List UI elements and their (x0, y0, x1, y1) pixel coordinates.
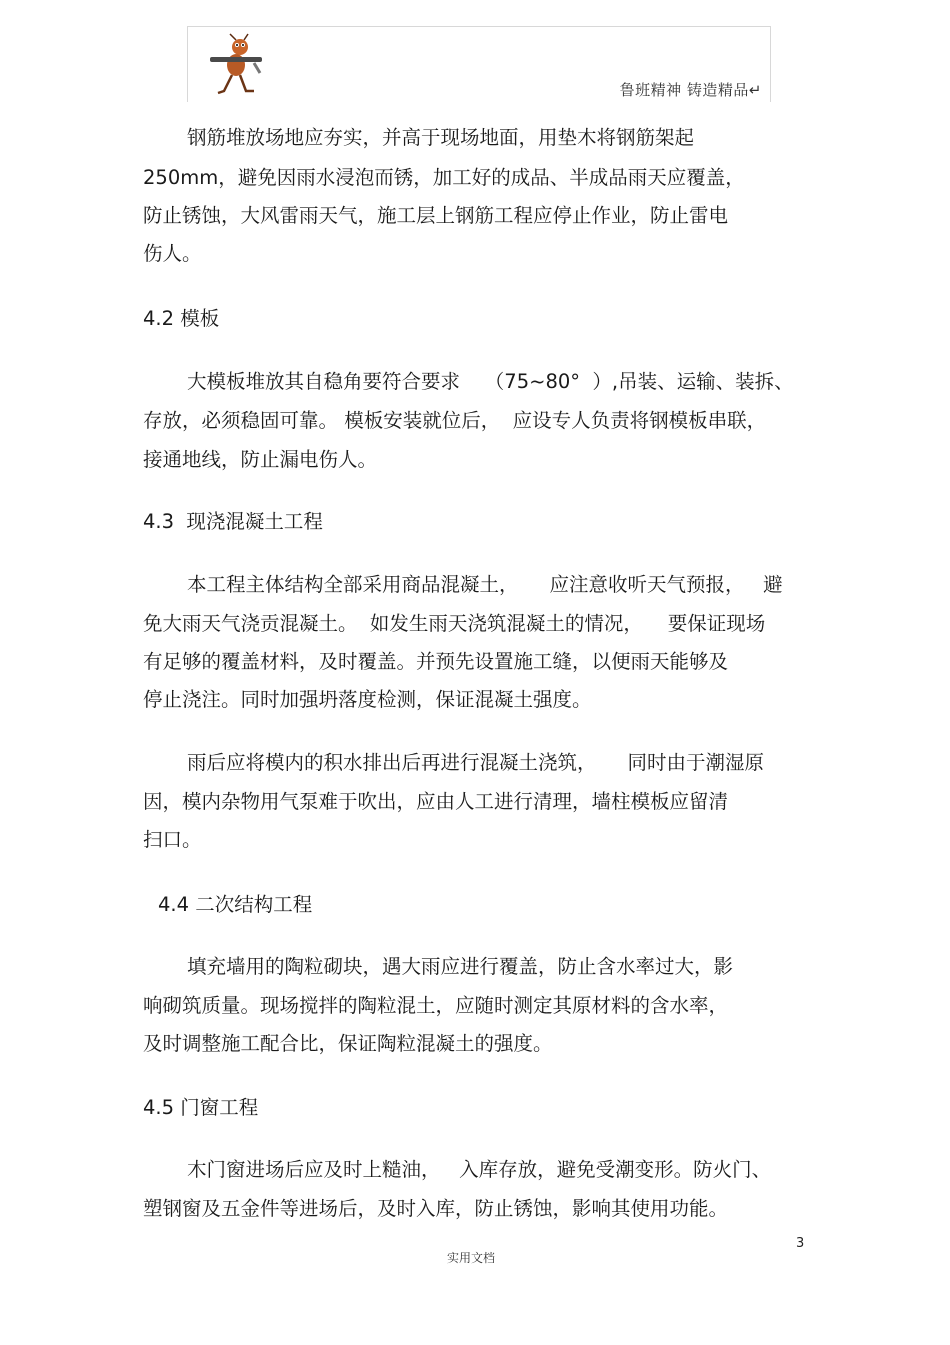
body-line: 响砌筑质量。现场搅拌的陶粒混土，应随时测定其原材料的含水率， (143, 994, 729, 1017)
page-header (187, 26, 771, 102)
section-heading-4-2: 4.2 模板 (143, 307, 220, 330)
body-line: 停止浇注。同时加强坍落度检测，保证混凝土强度。 (143, 688, 592, 711)
body-line: 有足够的覆盖材料，及时覆盖。并预先设置施工缝，以便雨天能够及 (143, 650, 729, 673)
body-line: 接通地线，防止漏电伤人。 (143, 448, 378, 471)
body-line: 防止锈蚀，大风雷雨天气，施工层上钢筋工程应停止作业，防止雷电 (143, 204, 729, 227)
body-line: 钢筋堆放场地应夯实，并高于现场地面，用垫木将钢筋架起 (187, 126, 695, 149)
section-heading-4-5: 4.5 门窗工程 (143, 1096, 259, 1119)
body-line: 伤人。 (143, 242, 202, 265)
header-slogan: 鲁班精神 铸造精品↵ (619, 81, 762, 99)
body-line: 免大雨天气浇贡混凝土。 如发生雨天浇筑混凝土的情况， 要保证现场 (143, 612, 766, 635)
ant-mascot-icon (206, 33, 266, 99)
body-line: 本工程主体结构全部采用商品混凝土， 应注意收听天气预报， 避 (187, 573, 783, 596)
body-line: 因，模内杂物用气泵难于吹出，应由人工进行清理，墙柱模板应留清 (143, 790, 729, 813)
body-line: 存放，必须稳固可靠。 模板安装就位后， 应设专人负责将钢模板串联， (143, 409, 767, 432)
body-line: 塑钢窗及五金件等进场后，及时入库，防止锈蚀，影响其使用功能。 (143, 1197, 729, 1220)
body-line: 250mm，避免因雨水浸泡而锈，加工好的成品、半成品雨天应覆盖， (143, 166, 745, 189)
body-line: 及时调整施工配合比，保证陶粒混凝土的强度。 (143, 1032, 553, 1055)
body-line: 雨后应将模内的积水排出后再进行混凝土浇筑， 同时由于潮湿原 (187, 751, 764, 774)
section-heading-4-3: 4.3 现浇混凝土工程 (143, 510, 323, 533)
body-line: 大模板堆放其自稳角要符合要求 （75~80° ）,吊装、运输、装拆、 (187, 370, 794, 393)
body-line: 木门窗进场后应及时上糙油， 入库存放，避免受潮变形。防火门、 (187, 1158, 772, 1181)
body-line: 扫口。 (143, 828, 202, 851)
footer-label: 实用文档 (447, 1251, 496, 1265)
section-heading-4-4: 4.4 二次结构工程 (158, 893, 313, 916)
body-line: 填充墙用的陶粒砌块，遇大雨应进行覆盖，防止含水率过大，影 (187, 955, 734, 978)
page-number: 3 (796, 1236, 805, 1251)
